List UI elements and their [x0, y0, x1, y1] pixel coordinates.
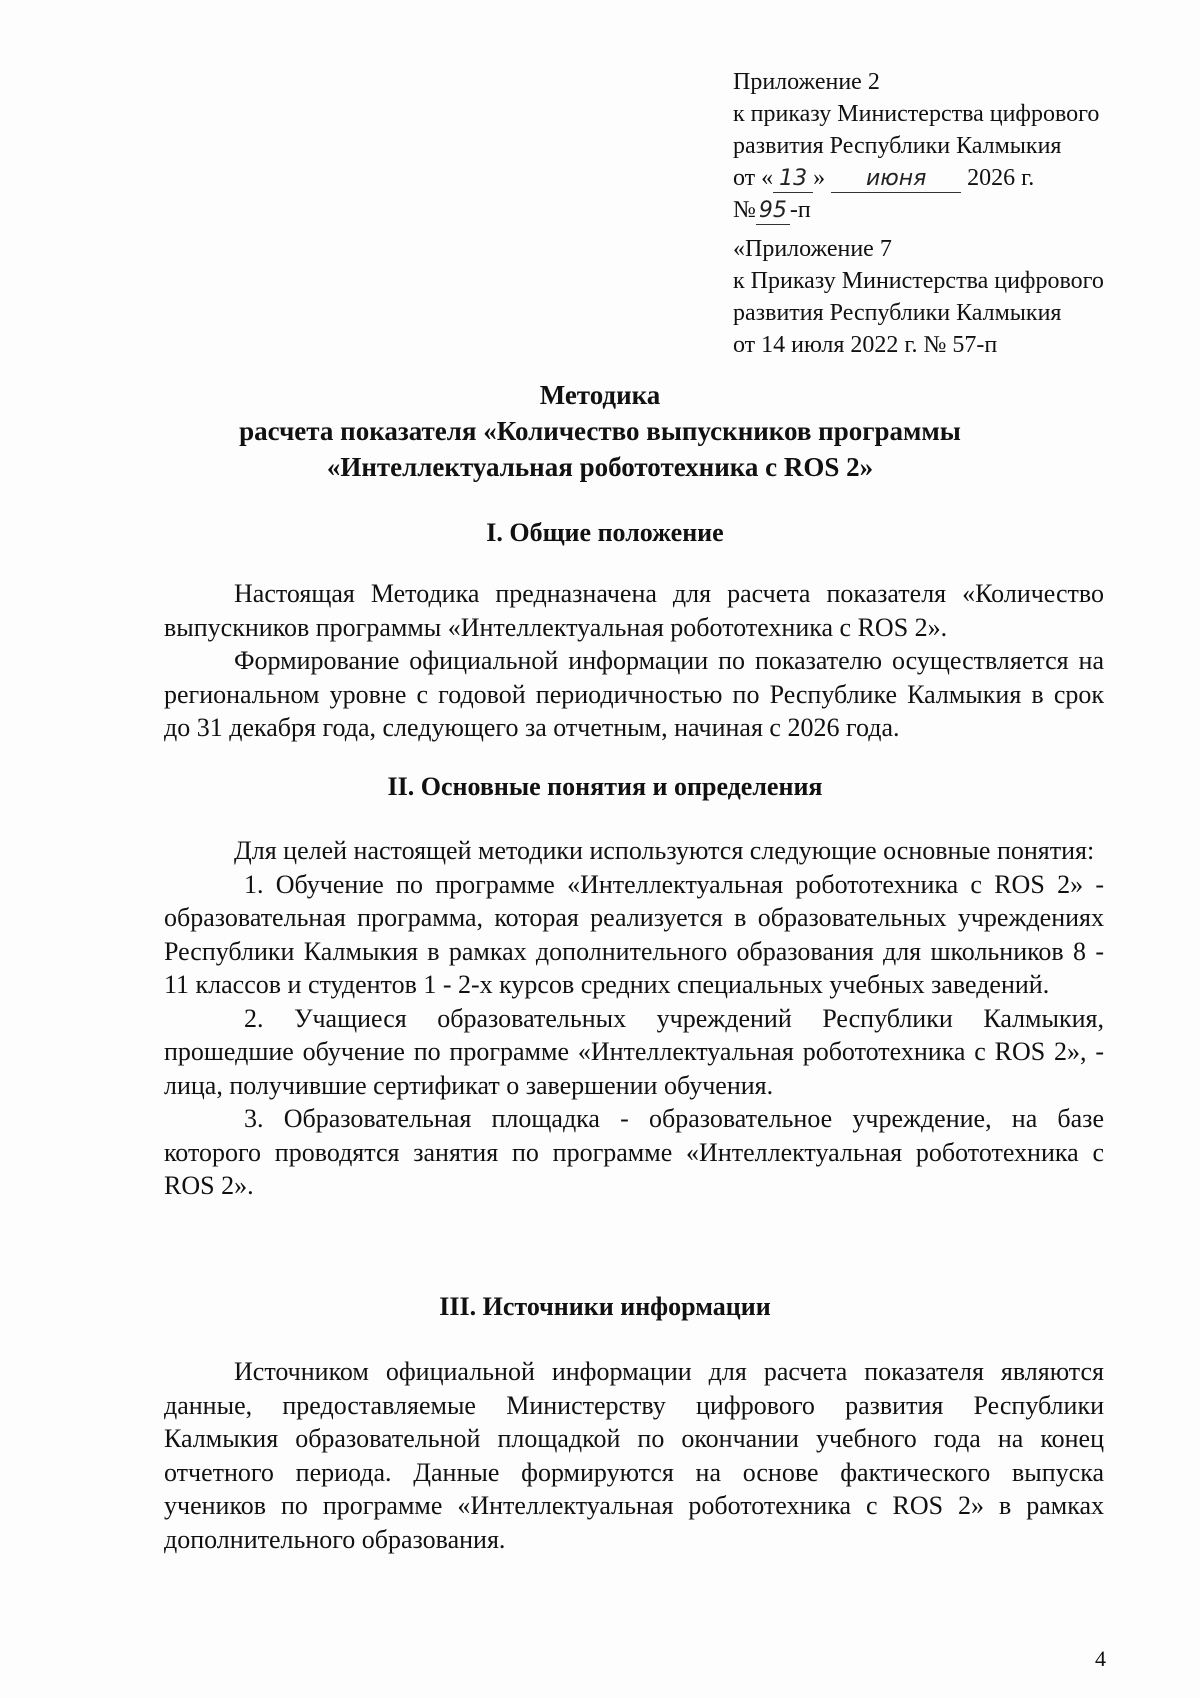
section-body	[164, 1355, 1104, 1556]
definition-item: 2. Учащиеся образовательных учреждений Республики Калмыкия, прошедшие обучение по программе «Интеллектуальная робототехника с ROS 2», - лица, получившие сертификат о завершении обучения.	[164, 1003, 1104, 1100]
number-suffix: -п	[789, 197, 811, 223]
paragraph: Для целей настоящей методики используются следующие основные понятия:	[234, 836, 1095, 865]
date-prefix: от «	[733, 165, 774, 191]
date-year: 2026 г.	[967, 165, 1035, 191]
paragraph: Настоящая Методика предназначена для расчета показателя «Количество выпускников программы «Интеллектуальная робототехника с ROS 2».	[164, 579, 1104, 642]
definition-item: 3. Образовательная площадка - образовательное учреждение, на базе которого проводятся занятия по программе «Интеллектуальная робототехника с ROS 2».	[164, 1104, 1104, 1200]
handwritten-number: 95	[756, 198, 790, 225]
document-title: «Интеллектуальная робототехника с ROS 2»	[326, 452, 874, 482]
paragraph: Источником официальной информации для расчета показателя являются данные, предоставляемые Министерству цифрового развития Республики Калмыкия образовательной площадкой по окончании учебного года на конец отчетного периода. Данные формируются на основе фактического выпуска учеников по программе «Интеллектуальная робототехника с ROS 2» в рамках дополнительного образования.	[164, 1357, 1104, 1554]
handwritten-day: 13	[773, 166, 813, 193]
appendix-line: «Приложение 7	[733, 236, 892, 262]
date-mid: »	[813, 165, 826, 191]
appendix-line: от 14 июля 2022 г. № 57-п	[733, 332, 998, 358]
section-heading: I. Общие положение	[486, 518, 724, 547]
handwritten-month: июня	[831, 166, 961, 193]
paragraph: Формирование официальной информации по показателю осуществляется на региональном уровне с годовой периодичностью по Республике Калмыкия в срок до 31 декабря года, следующего за отчетным, начиная с 2026 года.	[164, 646, 1104, 742]
appendix-line: к Приказу Министерства цифрового	[733, 268, 1104, 294]
section-heading: III. Источники информации	[439, 1292, 771, 1321]
appendix-date-line	[733, 162, 1099, 194]
appendix-number-line	[733, 194, 1099, 226]
appendix-amended	[733, 233, 1104, 361]
document-title: расчета показателя «Количество выпускников программы	[239, 416, 961, 446]
appendix-line: развития Республики Калмыкия	[733, 133, 1062, 159]
appendix-line: к приказу Министерства цифрового	[733, 101, 1100, 127]
appendix-line: Приложение 2	[733, 69, 880, 95]
page-number: 4	[1095, 1646, 1106, 1671]
definition-item: 1. Обучение по программе «Интеллектуальная робототехника с ROS 2» - образовательная программа, которая реализуется в образовательных учреждениях Республики Калмыкия в рамках дополнительного образования для школьников 8 - 11 классов и студентов 1 - 2-х курсов средних специальных учебных заведений.	[164, 869, 1104, 999]
number-prefix: №	[733, 197, 756, 223]
appendix-line: развития Республики Калмыкия	[733, 300, 1062, 326]
section-heading: II. Основные понятия и определения	[387, 772, 823, 801]
section-body	[164, 834, 1104, 1203]
appendix-header	[733, 66, 1099, 226]
section-body	[164, 577, 1104, 745]
document-title: Методика	[539, 380, 661, 410]
